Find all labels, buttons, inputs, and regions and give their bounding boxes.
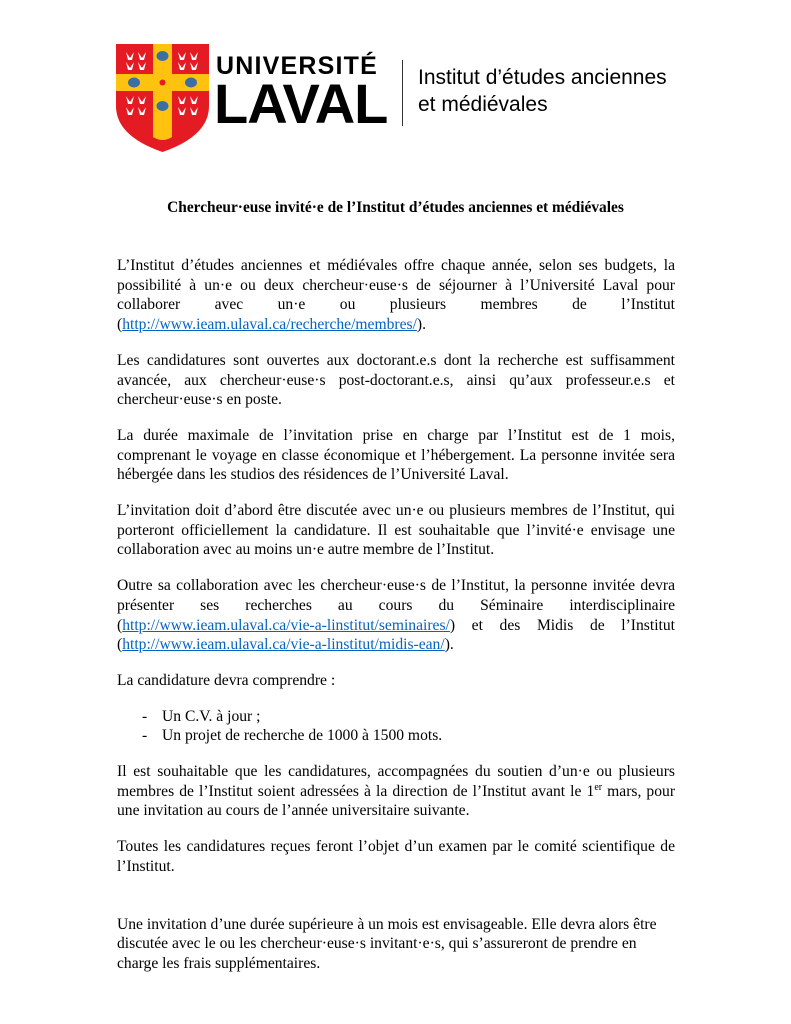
seminaires-link[interactable]: http://www.ieam.ulaval.ca/vie-a-linstitut/seminaires/: [122, 616, 450, 634]
institute-name-line2: et médiévales: [418, 93, 548, 116]
list-item-text: Un C.V. à jour ;: [162, 707, 261, 725]
list-item: [117, 707, 675, 727]
paragraph-collaboration-text: Outre sa collaboration avec les chercheur·euse·s de l’Institut, la personne invitée devra présenter ses recherches au cours du Séminaire interdisciplinaire (: [117, 577, 675, 634]
paragraph-deadline-text: Il est souhaitable que les candidatures, accompagnées du soutien d’un·e ou plusieurs membres de l’Institut soient adressées à la direction de l’Institut avant le 1: [117, 763, 675, 800]
paragraph-intro-text: L’Institut d’études anciennes et médiévales offre chaque année, selon ses budgets, la possibilité à un·e ou deux chercheur·euse·s de séjourner à l’Université Laval pour collaborer avec un·e ou plusieurs membres de l’Institut (: [117, 257, 675, 334]
paragraph-collaboration: [117, 576, 675, 655]
paragraph-deadline: [117, 762, 675, 821]
institute-name: [418, 64, 667, 118]
ordinal-superscript: er: [594, 781, 603, 793]
requirements-list: [117, 707, 675, 746]
paragraph-invitation: L’invitation doit d’abord être discutée avec un·e ou plusieurs membres de l’Institut, qui porteront officiellement la candidature. Il est souhaitable que l’invité·e envisage une collaboration avec au moins un·e autre membre de l’Institut.: [117, 502, 675, 559]
logo-wordmark-laval: LAVAL: [214, 72, 388, 135]
paragraph-collaboration-after: ).: [444, 636, 454, 654]
midis-link[interactable]: http://www.ieam.ulaval.ca/vie-a-linstitut/midis-ean/: [122, 636, 445, 654]
list-dash: -: [142, 707, 148, 725]
document-body: [117, 256, 675, 990]
spacer: [117, 893, 675, 915]
logo-wordmark-universite: UNIVERSITÉ: [216, 52, 379, 80]
paragraph-collaboration-middle: ) et des Midis de l’Institut (: [117, 616, 675, 654]
list-dash: -: [142, 727, 148, 745]
institute-name-line1: Institut d’études anciennes: [418, 66, 667, 89]
paragraph-longer-stay: Une invitation d’une durée supérieure à un mois est envisageable. Elle devra alors être discutée avec le ou les chercheur·euse·s invitant·e·s, qui s’assureront de prendre en charge les frais supplémentaires.: [117, 915, 657, 972]
members-link[interactable]: http://www.ieam.ulaval.ca/recherche/membres/: [122, 316, 417, 334]
list-item-text: Un projet de recherche de 1000 à 1500 mots.: [162, 727, 443, 745]
paragraph-deadline-after: mars, pour une invitation au cours de l’année universitaire suivante.: [117, 782, 676, 820]
document-title: Chercheur·euse invité·e de l’Institut d’études anciennes et médiévales: [167, 199, 624, 216]
paragraph-intro: [117, 256, 675, 335]
header-divider: [402, 60, 403, 126]
paragraph-review: Toutes les candidatures reçues feront l’objet d’un examen par le comité scientifique de l’Institut.: [117, 838, 675, 875]
universite-laval-shield-logo: [116, 44, 209, 152]
paragraph-eligibility: Les candidatures sont ouvertes aux doctorant.e.s dont la recherche est suffisamment avancée, aux chercheur·euse·s post-doctorant.e.s, ainsi qu’aux professeur.e.s et chercheur·euse·s en poste.: [117, 351, 675, 409]
paragraph-requirements: La candidature devra comprendre :: [117, 671, 336, 689]
list-item: [117, 726, 675, 746]
paragraph-duration: La durée maximale de l’invitation prise en charge par l’Institut est de 1 mois, comprenant le voyage en classe économique et l’hébergement. La personne invitée sera hébergée dans les studios des résidences de l’Université Laval.: [117, 426, 675, 484]
paragraph-intro-after: ).: [416, 316, 427, 334]
